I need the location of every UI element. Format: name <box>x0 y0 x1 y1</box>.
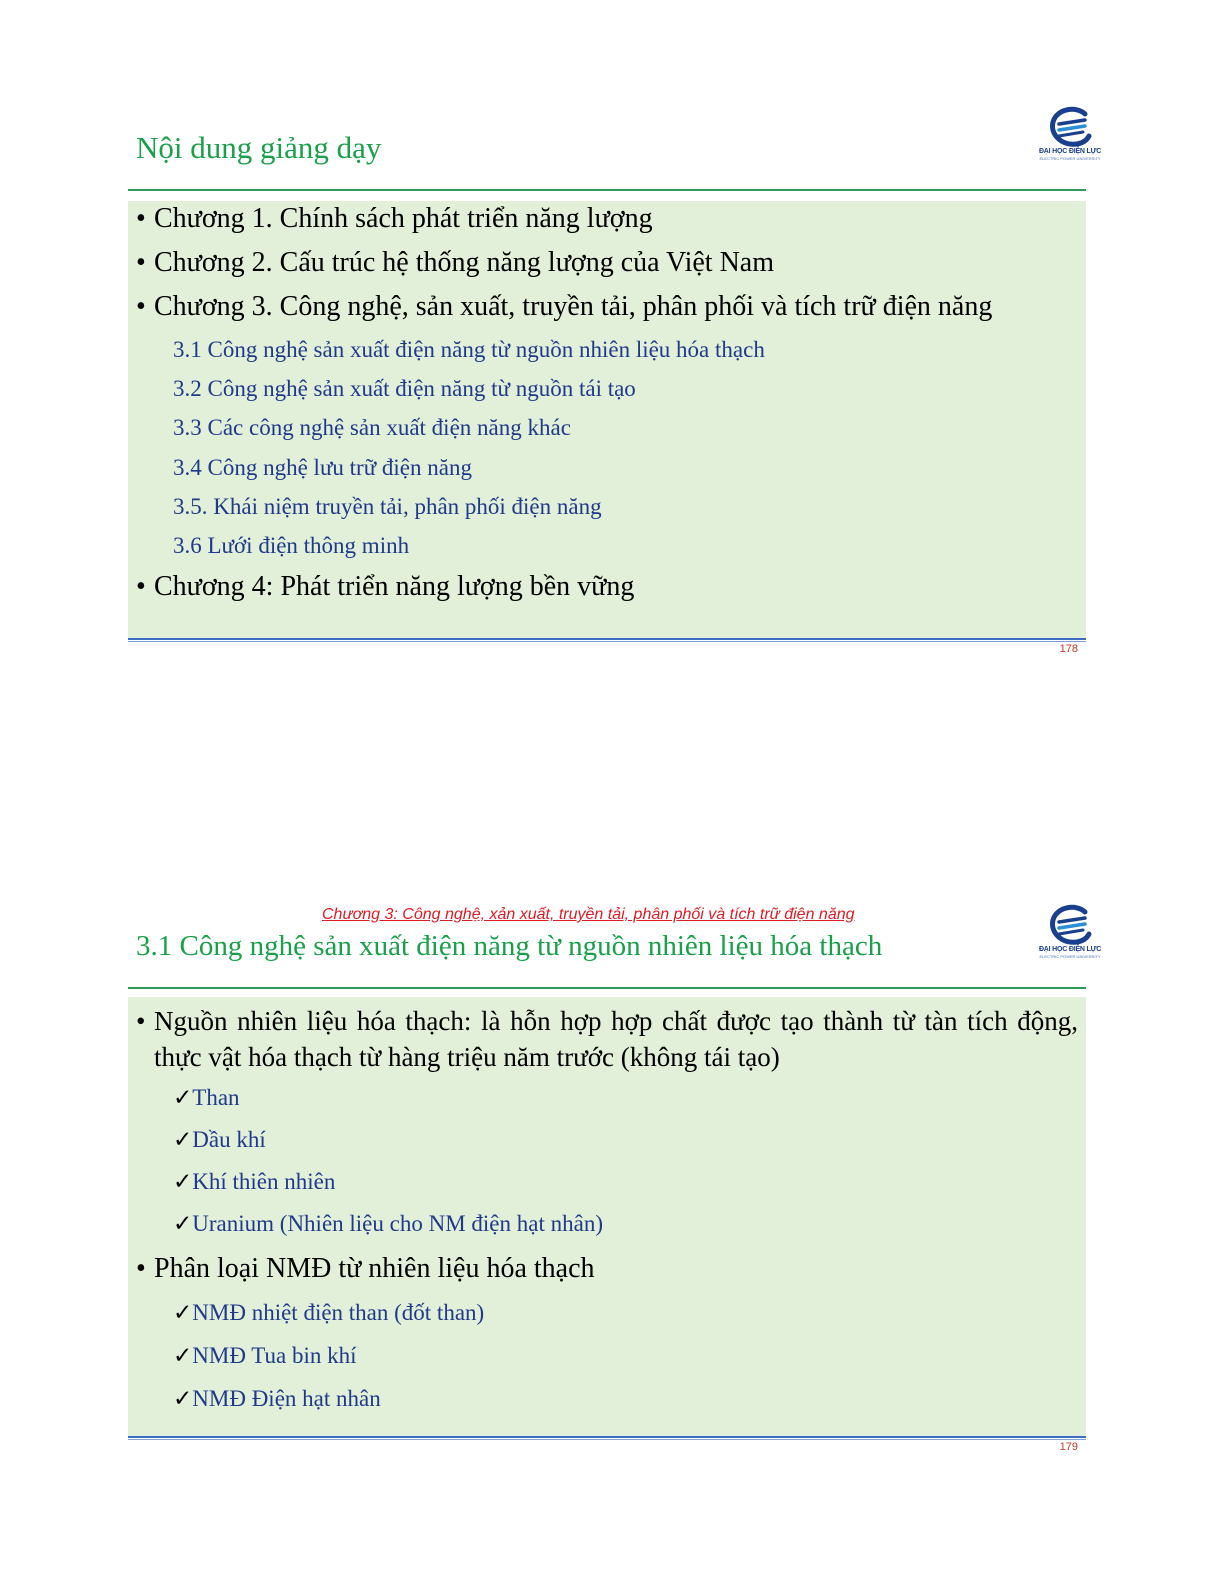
slide-178 <box>128 100 1102 660</box>
logo-subtitle: ELECTRIC POWER UNIVERSITY <box>1039 156 1101 161</box>
slide-title: Nội dung giảng dạy <box>136 130 382 165</box>
content-box <box>128 201 1086 638</box>
sub-list-item: 3.3 Các công nghệ sản xuất điện năng khác <box>173 415 571 440</box>
slide-179 <box>128 898 1102 1458</box>
fuel-item: ✓Khí thiên nhiên <box>173 1169 336 1194</box>
sub-list-item: 3.2 Công nghệ sản xuất điện năng từ nguồn tái tạo <box>173 376 636 401</box>
check-icon: ✓ <box>173 1343 193 1368</box>
logo-name: ĐẠI HỌC ĐIỆN LỰC <box>1038 148 1102 155</box>
page-number: 178 <box>1059 643 1078 655</box>
university-logo <box>1036 904 1104 968</box>
page-number: 179 <box>1059 1441 1078 1453</box>
bullet-marker: • <box>136 1006 146 1036</box>
university-logo-icon <box>1047 106 1093 148</box>
check-icon: ✓ <box>173 1300 193 1325</box>
check-icon: ✓ <box>173 1085 193 1110</box>
fuel-item: ✓Than <box>173 1085 240 1110</box>
list-item: • Chương 1. Chính sách phát triển năng lượng <box>136 203 653 234</box>
sub-list-item: 3.5. Khái niệm truyền tải, phân phối điện năng <box>173 494 602 519</box>
list-item: • Chương 3. Công nghệ, sản xuất, truyền tải, phân phối và tích trữ điện năng <box>136 291 993 322</box>
bullet-marker: • <box>136 291 146 322</box>
list-item: • Chương 4: Phát triển năng lượng bền vững <box>136 571 635 602</box>
bullet-marker: • <box>136 203 146 234</box>
sub-list-item: 3.4 Công nghệ lưu trữ điện năng <box>173 455 472 480</box>
slide-title: 3.1 Công nghệ sản xuất điện năng từ nguồn nhiên liệu hóa thạch <box>136 930 883 962</box>
university-logo <box>1036 106 1104 170</box>
logo-name: ĐẠI HỌC ĐIỆN LỰC <box>1038 946 1102 953</box>
check-icon: ✓ <box>173 1211 193 1236</box>
title-divider <box>128 189 1086 191</box>
footer-divider <box>128 638 1086 642</box>
fuel-item: ✓Dầu khí <box>173 1127 266 1152</box>
logo-subtitle: ELECTRIC POWER UNIVERSITY <box>1039 954 1101 959</box>
bullet-marker: • <box>136 247 146 278</box>
university-logo-icon <box>1047 904 1093 946</box>
intro-paragraph: • Nguồn nhiên liệu hóa thạch: là hỗn hợp hợp chất được tạo thành từ tàn tích động, thực vật hóa thạch từ hàng triệu năm trước (không tái tạo) <box>136 1003 1078 1075</box>
check-icon: ✓ <box>173 1169 193 1194</box>
sub-list-item: 3.1 Công nghệ sản xuất điện năng từ nguồn nhiên liệu hóa thạch <box>173 337 765 362</box>
list-item: • Chương 2. Cấu trúc hệ thống năng lượng của Việt Nam <box>136 247 774 278</box>
plant-item: ✓NMĐ Tua bin khí <box>173 1343 357 1368</box>
content-box <box>128 997 1086 1436</box>
sub-list-item: 3.6 Lưới điện thông minh <box>173 533 410 558</box>
bullet-marker: • <box>136 1253 146 1284</box>
plant-item: ✓NMĐ nhiệt điện than (đốt than) <box>173 1300 485 1325</box>
plant-item: ✓NMĐ Điện hạt nhân <box>173 1386 381 1411</box>
list-item: • Phân loại NMĐ từ nhiên liệu hóa thạch <box>136 1253 595 1284</box>
check-icon: ✓ <box>173 1386 193 1411</box>
title-divider <box>128 987 1086 989</box>
chapter-subtitle: Chương 3: Công nghệ, xản xuất, truyền tải, phân phối và tích trữ điện năng <box>322 906 855 923</box>
check-icon: ✓ <box>173 1127 193 1152</box>
footer-divider <box>128 1436 1086 1440</box>
bullet-marker: • <box>136 571 146 602</box>
fuel-item: ✓Uranium (Nhiên liệu cho NM điện hạt nhân) <box>173 1211 603 1236</box>
